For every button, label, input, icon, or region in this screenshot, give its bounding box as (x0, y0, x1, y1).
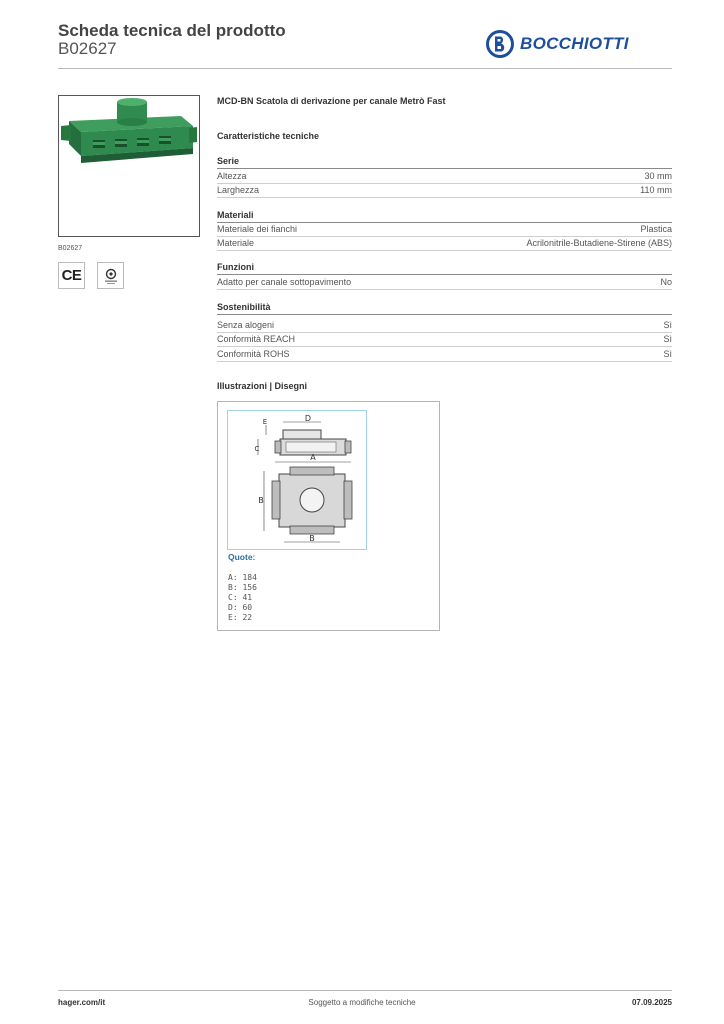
spec-label: Materiale (217, 238, 255, 248)
dimension-label: B (309, 534, 315, 543)
spec-row (217, 318, 672, 333)
product-image (58, 95, 200, 237)
footer-divider (58, 990, 672, 991)
spec-row (217, 169, 672, 184)
spec-value: Sì (663, 320, 672, 330)
spec-value: No (660, 277, 672, 287)
junction-box-image (59, 96, 199, 236)
dimension-label: C (254, 445, 260, 453)
dimension-label: A (310, 453, 316, 462)
spec-value: Plastica (640, 224, 672, 234)
spec-row (217, 275, 672, 290)
spec-row (217, 236, 672, 251)
spec-row (217, 222, 672, 237)
spec-group-title: Funzioni (217, 262, 672, 275)
spec-label: Conformità REACH (217, 334, 296, 344)
spec-label: Conformità ROHS (217, 349, 290, 359)
dimension-label: B (258, 496, 264, 505)
brand-name: BOCCHIOTTI (520, 34, 629, 53)
spec-label: Larghezza (217, 185, 260, 195)
product-code: B02627 (58, 39, 117, 58)
spec-value: Acrilonitrile-Butadiene-Stirene (ABS) (526, 238, 672, 248)
technical-drawing (227, 410, 367, 550)
product-image-caption: B02627 (58, 245, 83, 252)
quote-item: D: 60 (228, 603, 253, 612)
footer-date: 07.09.2025 (631, 998, 672, 1007)
footer-note: Soggetto a modifiche tecniche (308, 998, 416, 1007)
page-title: Scheda tecnica del prodotto (58, 21, 286, 40)
spec-group-title: Serie (217, 156, 672, 169)
spec-value: Sì (663, 349, 672, 359)
quote-item: E: 22 (228, 613, 253, 622)
spec-value: 110 mm (640, 185, 672, 195)
spec-value: 30 mm (644, 171, 672, 181)
dimension-drawing (228, 411, 366, 549)
quote-title: Quote: (228, 552, 256, 562)
illustrations-title: Illustrazioni | Disegni (217, 381, 308, 391)
spec-label: Adatto per canale sottopavimento (217, 277, 352, 287)
brand-logo (486, 29, 629, 59)
spec-label: Senza alogeni (217, 320, 275, 330)
quote-item: C: 41 (228, 593, 253, 602)
spec-row (217, 332, 672, 347)
spec-group-title: Sostenibilità (217, 302, 672, 315)
ce-mark-label: CE (61, 267, 82, 284)
spec-group-title: Materiali (217, 210, 672, 223)
quote-item: B: 156 (228, 583, 257, 592)
bocchiotti-logo-icon (486, 30, 514, 58)
spec-value: Sì (663, 334, 672, 344)
footer-website: hager.com/it (58, 998, 106, 1007)
spec-label: Altezza (217, 171, 247, 181)
quote-item: A: 184 (228, 573, 257, 582)
ce-mark (58, 262, 85, 289)
spec-label: Materiale dei fianchi (217, 224, 298, 234)
specs-section-title: Caratteristiche tecniche (217, 131, 320, 141)
dimension-label: E (262, 418, 268, 426)
certification-seal-icon (101, 266, 121, 286)
quote-list (228, 573, 257, 623)
spec-row (217, 183, 672, 198)
header-divider (58, 68, 672, 69)
spec-row (217, 347, 672, 362)
product-name: MCD-BN Scatola di derivazione per canale Metrò Fast (217, 96, 446, 106)
certification-logo (97, 262, 124, 289)
dimension-label: D (304, 414, 312, 423)
